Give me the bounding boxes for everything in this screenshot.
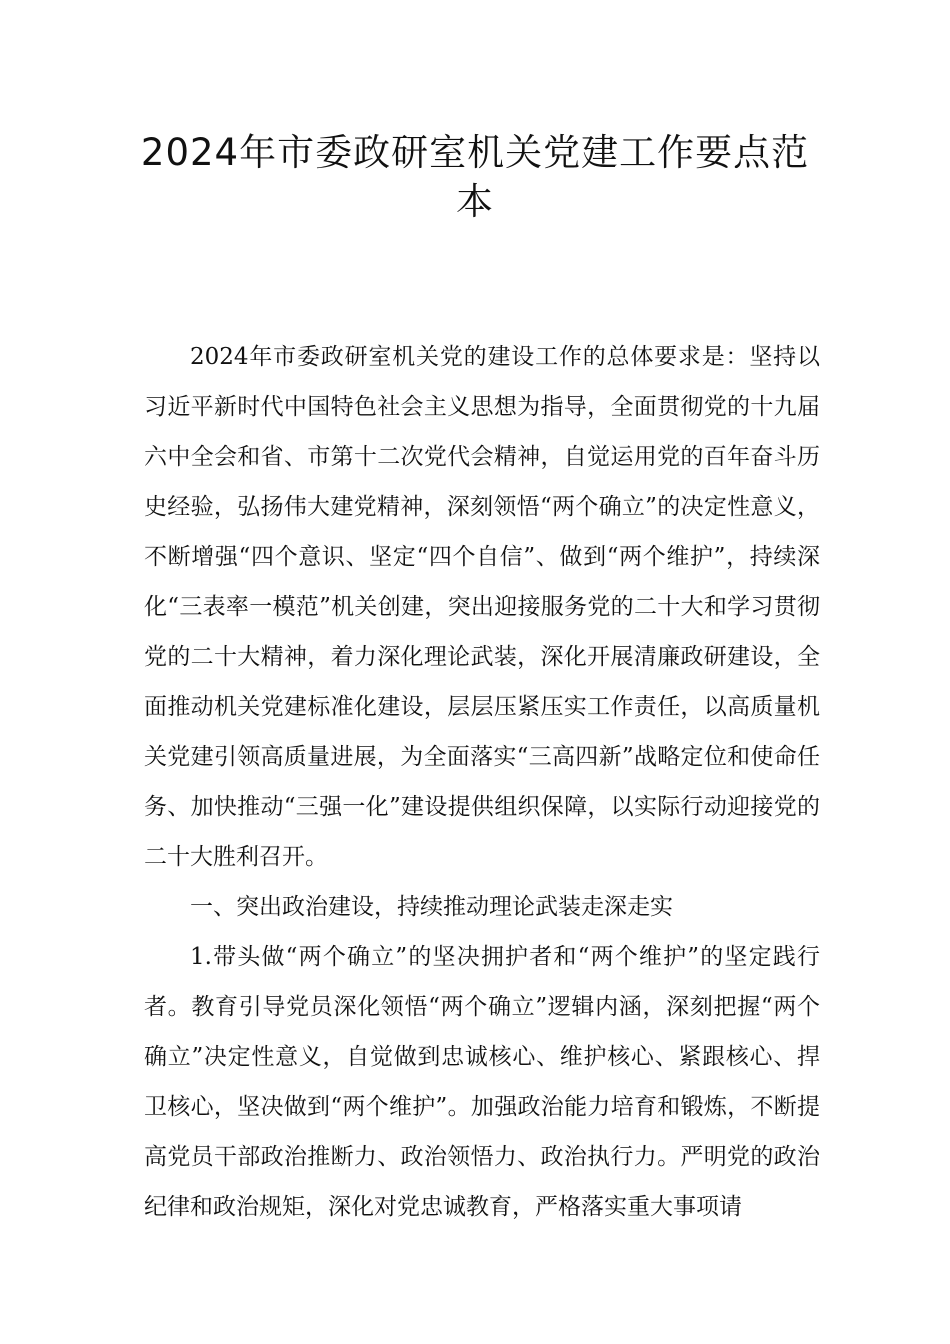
- document-body: [144, 332, 820, 1232]
- section-heading-political-building: 一、突出政治建设，持续推动理论武装走深走实: [190, 894, 673, 920]
- paragraph-general-requirements: 2024年市委政研室机关党的建设工作的总体要求是：坚持以习近平新时代中国特色社会主义思想为指导，全面贯彻党的十九届六中全会和省、市第十二次党代会精神，自觉运用党的百年奋斗历史经验，弘扬伟大建党精神，深刻领悟“两个确立”的决定性意义，不断增强“四个意识、坚定“四个自信”、做到“两个维护”，持续深化“三表率一模范”机关创建，突出迎接服务党的二十大和学习贯彻党的二十大精神，着力深化理论武装，深化开展清廉政研建设，全面推动机关党建标准化建设，层层压紧压实工作责任，以高质量机关党建引领高质量进展，为全面落实“三高四新”战略定位和使命任务、加快推动“三强一化”建设提供组织保障，以实际行动迎接党的二十大胜利召开。: [144, 344, 820, 870]
- paragraph-item-1: 1.带头做“两个确立”的坚决拥护者和“两个维护”的坚定践行者。教育引导党员深化领悟“两个确立”逻辑内涵，深刻把握“两个确立”决定性意义，自觉做到忠诚核心、维护核心、紧跟核心、捍卫核心，坚决做到“两个维护”。加强政治能力培育和锻炼，不断提高党员干部政治推断力、政治领悟力、政治执行力。严明党的政治纪律和政治规矩，深化对党忠诚教育，严格落实重大事项请: [144, 944, 820, 1220]
- document-title: 2024年市委政研室机关党建工作要点范本: [140, 131, 810, 223]
